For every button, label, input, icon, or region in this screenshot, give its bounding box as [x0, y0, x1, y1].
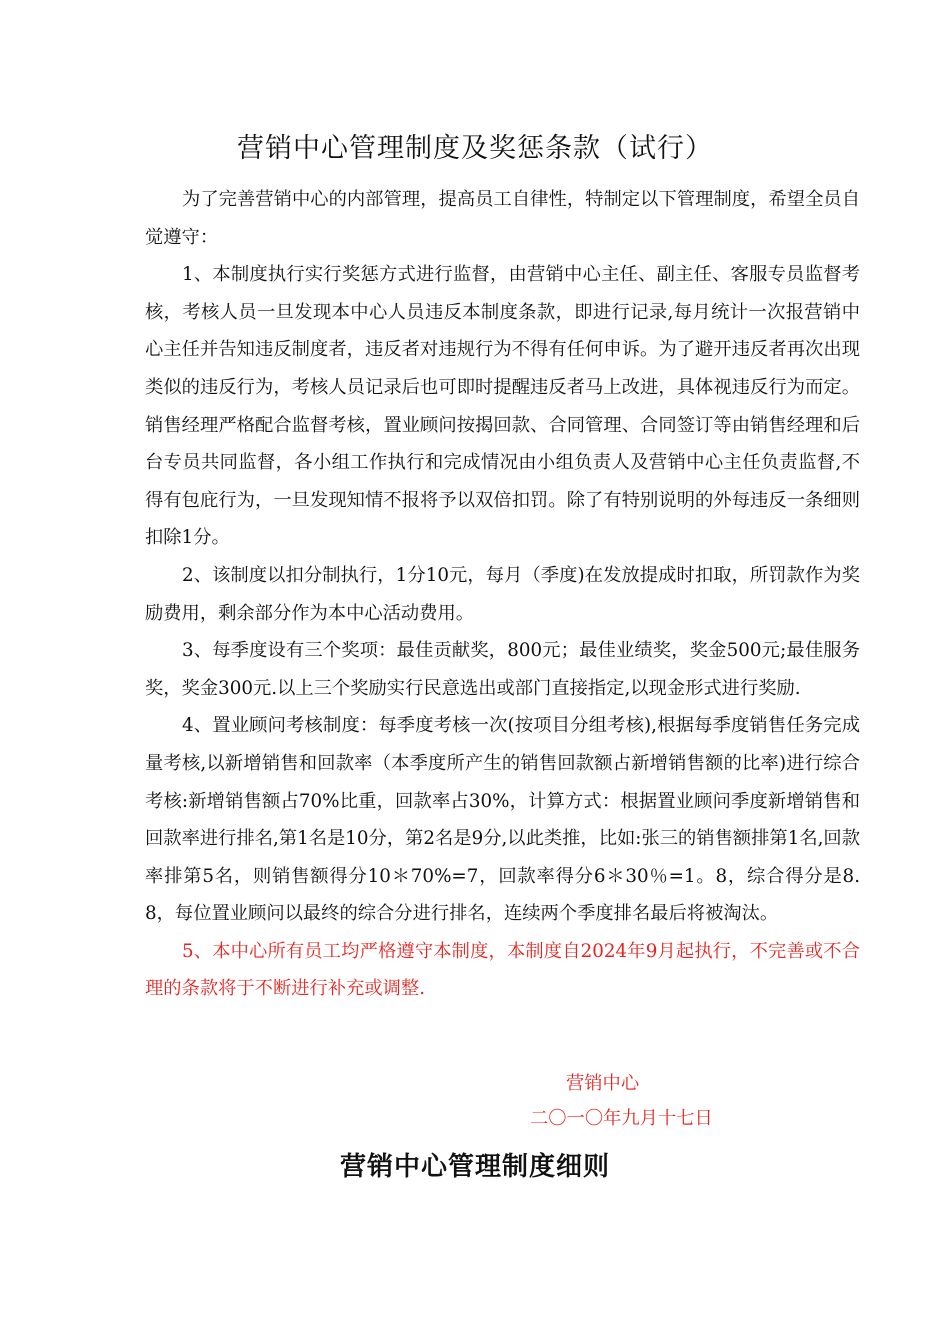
intro-paragraph: 为了完善营销中心的内部管理，提高员工自律性，特制定以下管理制度，希望全员自觉遵守： [145, 189, 860, 248]
rule-item-2: 2、该制度以扣分制执行，1分10元，每月（季度)在发放提成时扣取，所罚款作为奖励费用，剩余部分作为本中心活动费用。 [145, 564, 860, 624]
rule-item-4: 4、置业顾问考核制度：每季度考核一次(按项目分组考核),根据每季度销售任务完成量考核,以新增销售和回款率（本季度所产生的销售回款额占新增销售额的比率)进行综合考核:新增销售额占70%比重，回款率占30%，计算方式：根据置业顾问季度新增销售和回款率进行排名,第1名是10分，第2名是9分,以此类推，比如:张三的销售额排第1名,回款率排第5名，则销售额得分10＊70%=7，回款率得分6＊30％=1。8，综合得分是8.8，每位置业顾问以最终的综合分进行排名，连续两个季度排名最后将被淘汰。 [145, 715, 860, 925]
signature-date: 二〇一〇年九月十七日 [530, 1108, 713, 1129]
section-title: 营销中心管理制度细则 [339, 1152, 610, 1182]
signature-organization: 营销中心 [566, 1073, 640, 1094]
document-body [145, 181, 860, 1008]
page-title: 营销中心管理制度及奖惩条款（试行） [237, 133, 713, 164]
rule-item-5-notice: 5、本中心所有员工均严格遵守本制度，本制度自2024年9月起执行，不完善或不合理的条款将于不断进行补充或调整. [145, 940, 860, 1000]
rule-item-1: 1、本制度执行实行奖惩方式进行监督，由营销中心主任、副主任、客服专员监督考核，考核人员一旦发现本中心人员违反本制度条款，即进行记录,每月统计一次报营销中心主任并告知违反制度者，违反者对违规行为不得有任何申诉。为了避开违反者再次出现类似的违反行为，考核人员记录后也可即时提醒违反者马上改进，具体视违反行为而定。销售经理严格配合监督考核，置业顾问按揭回款、合同管理、合同签订等由销售经理和后台专员共同监督，各小组工作执行和完成情况由小组负责人及营销中心主任负责监督,不得有包庇行为，一旦发现知情不报将予以双倍扣罚。除了有特别说明的外每违反一条细则扣除1分。 [145, 264, 860, 549]
rule-item-3: 3、每季度设有三个奖项：最佳贡献奖，800元；最佳业绩奖，奖金500元;最佳服务奖，奖金300元.以上三个奖励实行民意选出或部门直接指定,以现金形式进行奖励. [145, 640, 860, 699]
